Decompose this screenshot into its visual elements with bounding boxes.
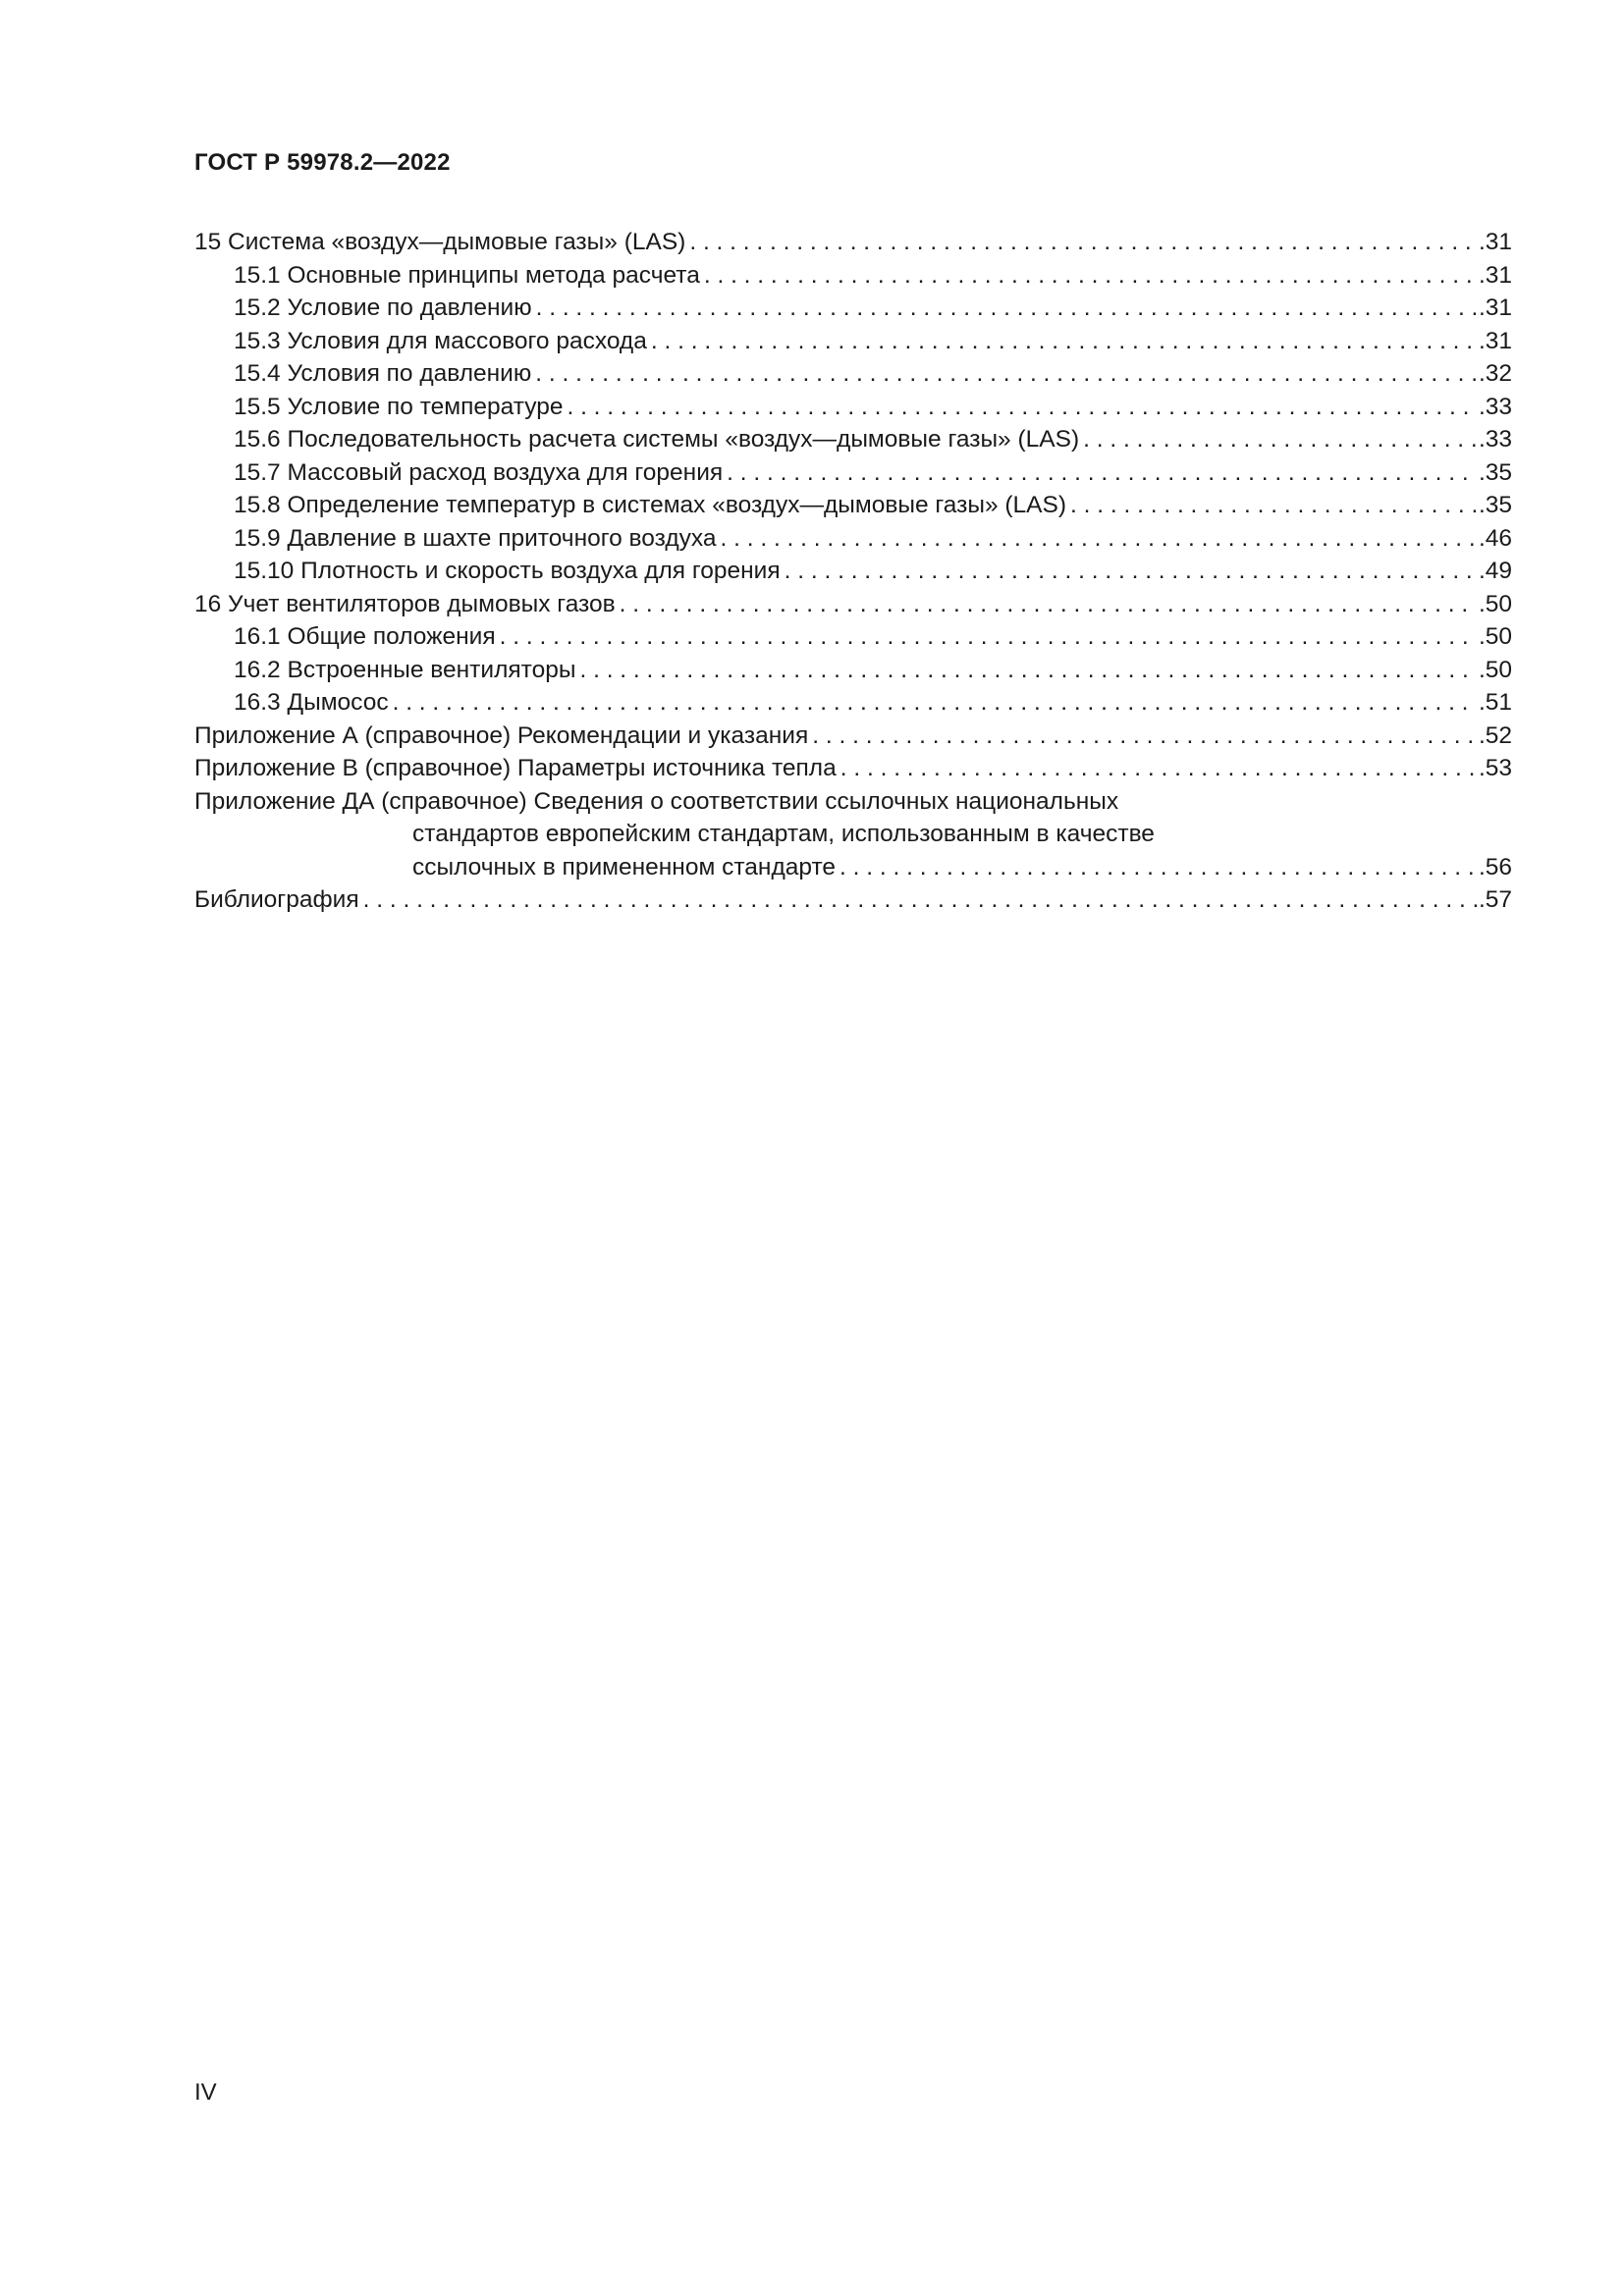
toc-entry-label: 15 Система «воздух—дымовые газы» (LAS) — [194, 229, 686, 255]
toc-leader-dots — [723, 456, 1477, 490]
toc-entry-label: Библиография — [194, 886, 359, 913]
toc-leader-dots — [575, 654, 1476, 687]
toc-entry-label: 15.6 Последовательность расчета системы «воздух—дымовые газы» (LAS) — [234, 426, 1080, 453]
toc-entry-label: 15.3 Условия для массового расхода — [234, 327, 647, 354]
toc-leader-dots — [808, 720, 1477, 753]
table-of-contents — [194, 226, 1512, 917]
toc-entry-page: .56 — [1478, 853, 1512, 881]
toc-entry-page: .31 — [1478, 327, 1512, 354]
toc-leader-dots — [532, 292, 1477, 325]
toc-leader-dots — [389, 686, 1477, 720]
toc-entry-label: 15.4 Условия по давлению — [234, 360, 532, 387]
toc-entry[interactable] — [194, 423, 1512, 456]
toc-entry-label-line2: стандартов европейским стандартам, использованным в качестве — [412, 821, 1155, 847]
toc-entry[interactable] — [194, 720, 1512, 753]
toc-leader-dots — [1066, 489, 1477, 522]
toc-entry-page: .50 — [1478, 623, 1512, 650]
toc-entry[interactable] — [194, 357, 1512, 391]
toc-entry[interactable] — [194, 456, 1512, 490]
toc-leader-dots — [1079, 423, 1477, 456]
toc-leader-dots — [359, 883, 1477, 917]
page-number: IV — [194, 2079, 217, 2106]
toc-entry-label: 15.1 Основные принципы метода расчета — [234, 261, 700, 289]
toc-entry-label: 15.2 Условие по давлению — [234, 294, 532, 321]
toc-entry[interactable] — [194, 325, 1512, 358]
toc-entry-page: .53 — [1478, 755, 1512, 781]
toc-leader-dots — [616, 588, 1477, 621]
toc-entry-label: 15.9 Давление в шахте приточного воздуха — [234, 524, 717, 552]
toc-leader-dots — [700, 259, 1477, 293]
toc-entry[interactable] — [194, 686, 1512, 720]
toc-entry-label-line3: ссылочных в примененном стандарте — [412, 853, 837, 881]
toc-leader-dots — [781, 555, 1477, 588]
toc-entry-page: .33 — [1478, 426, 1512, 453]
toc-entry-page: .52 — [1478, 721, 1512, 749]
toc-entry-label: Приложение А (справочное) Рекомендации и указания — [194, 721, 809, 749]
toc-entry[interactable] — [194, 522, 1512, 556]
toc-entry[interactable] — [194, 292, 1512, 325]
toc-entry-last-line — [194, 851, 1512, 884]
toc-entry[interactable] — [194, 226, 1512, 259]
toc-entry-label: 15.7 Массовый расход воздуха для горения — [234, 458, 724, 486]
toc-entry-page: .31 — [1478, 294, 1512, 321]
toc-entry-appendix-da[interactable] — [194, 785, 1512, 884]
toc-leader-dots — [685, 226, 1477, 259]
toc-entry-page: .50 — [1478, 656, 1512, 683]
toc-entry-page: .46 — [1478, 524, 1512, 552]
toc-entry-page: .35 — [1478, 492, 1512, 518]
toc-entry-page: .31 — [1478, 229, 1512, 255]
toc-entry-page: .51 — [1478, 689, 1512, 716]
toc-entry[interactable] — [194, 620, 1512, 654]
toc-entry-label: 15.10 Плотность и скорость воздуха для горения — [234, 558, 781, 584]
toc-entry[interactable] — [194, 555, 1512, 588]
toc-entry-page: .33 — [1478, 393, 1512, 420]
toc-entry-label-line1: Приложение ДА (справочное) Сведения о соответствии ссылочных национальных — [194, 787, 1119, 815]
toc-leader-dots — [531, 357, 1477, 391]
toc-entry-page: .32 — [1478, 360, 1512, 387]
toc-entry[interactable] — [194, 259, 1512, 293]
toc-leader-dots — [496, 620, 1477, 654]
toc-entry-page: .49 — [1478, 558, 1512, 584]
toc-entry-page: .57 — [1478, 886, 1512, 913]
toc-entry[interactable] — [194, 883, 1512, 917]
toc-entry[interactable] — [194, 588, 1512, 621]
toc-entry-label: 15.8 Определение температур в системах «воздух—дымовые газы» (LAS) — [234, 492, 1067, 518]
toc-entry-label: 16.1 Общие положения — [234, 623, 496, 650]
toc-entry-page: .31 — [1478, 261, 1512, 289]
toc-leader-dots — [563, 391, 1476, 424]
toc-leader-dots — [647, 325, 1477, 358]
toc-entry-label: 15.5 Условие по температуре — [234, 393, 564, 420]
toc-entry-label: Приложение В (справочное) Параметры источника тепла — [194, 755, 837, 781]
toc-leader-dots — [716, 522, 1476, 556]
toc-entry[interactable] — [194, 489, 1512, 522]
toc-leader-dots — [836, 851, 1477, 884]
toc-entry-label: 16.3 Дымосос — [234, 689, 389, 716]
toc-entry-label: 16.2 Встроенные вентиляторы — [234, 656, 576, 683]
toc-entry[interactable] — [194, 752, 1512, 785]
toc-entry-page: .50 — [1478, 590, 1512, 617]
toc-entry[interactable] — [194, 654, 1512, 687]
toc-entry[interactable] — [194, 391, 1512, 424]
toc-leader-dots — [837, 752, 1477, 785]
toc-entry-page: .35 — [1478, 458, 1512, 486]
document-header: ГОСТ Р 59978.2—2022 — [194, 149, 451, 176]
toc-entry-label: 16 Учет вентиляторов дымовых газов — [194, 590, 616, 617]
